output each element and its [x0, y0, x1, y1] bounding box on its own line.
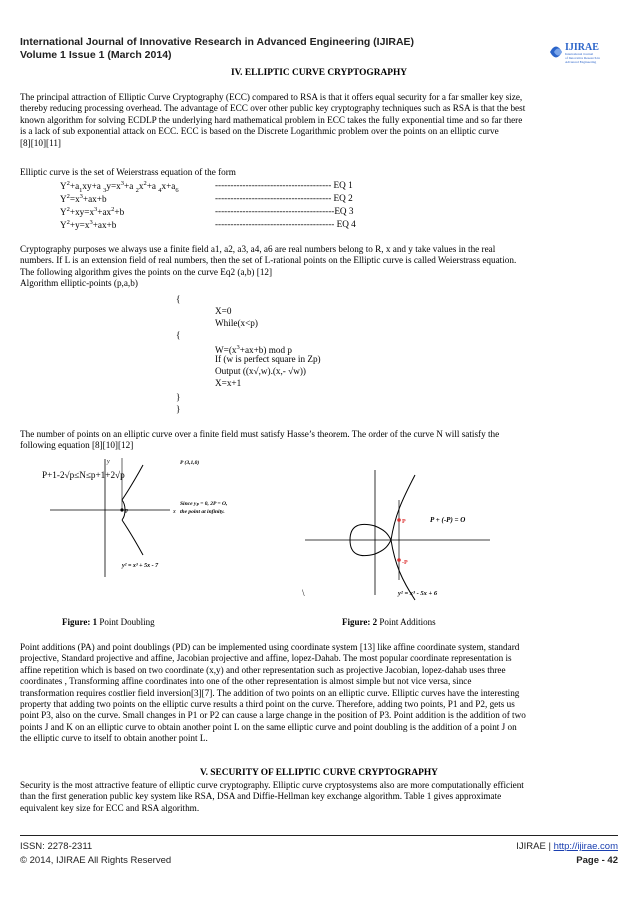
- footer-site: [516, 841, 618, 852]
- text-line: property that adding two points on the elliptic curve results a third point on the curve. Therefore, adding two points, P1 and P2, gets us: [20, 699, 515, 710]
- algorithm-brace-open-1: {: [176, 294, 181, 304]
- figure-1-caption-text: Point Doubling: [99, 617, 155, 627]
- text-line: than the first generation public key system like RSA, DSA and Diffie-Hellman key exchange algorithm. Table 1 gives approximate: [20, 791, 502, 802]
- logo-sub-3: Advanced Engineering: [565, 60, 597, 64]
- figure-2-point-additions: [300, 470, 620, 610]
- footer-site-prefix: IJIRAE |: [516, 841, 554, 852]
- text-line: thereby reducing processing overhead. The advantage of ECC over other public key cryptography techniques such as RSA is that the best: [20, 103, 526, 114]
- figure-1-point-doubling: [40, 455, 280, 585]
- text-line: Cryptography purposes we always use a finite field a1, a2, a3, a4, a6 are real numbers belong to R, x and y take values in the real: [20, 244, 496, 254]
- figure-1-label: Figure: 1: [62, 617, 98, 627]
- footer-page-number: Page - 42: [576, 855, 618, 866]
- figure-1-caption: [62, 617, 155, 627]
- algorithm-while: While(x<p): [215, 318, 258, 328]
- text-line: following equation [8][10][12]: [20, 440, 134, 451]
- text-line: points J and K on an elliptic curve to obtain another point L on the same elliptic curve and point doubling is the addition of a point J on: [20, 721, 517, 732]
- algorithm-increment: X=x+1: [215, 378, 242, 388]
- infinity-note-1: [180, 501, 227, 507]
- algorithm-brace-close-2: }: [176, 404, 181, 414]
- algorithm-output: Output ((x√,w).(x,- √w)): [215, 366, 306, 376]
- text-line: numbers. If L is an extension field of real numbers, then the set of L-rational points on the Elliptic curve is called Weierstrass equation.: [20, 255, 517, 266]
- point-neg-p-marker: [397, 558, 401, 562]
- section-4-paragraph-3: [20, 244, 618, 290]
- curve-2-equation: y² = x³ - 5x + 6: [398, 590, 438, 597]
- equation-3-dashes: ---------------------------------------EQ 3: [215, 206, 354, 216]
- section-4-paragraph-4: [20, 429, 618, 452]
- algorithm-brace-open-2: {: [176, 330, 181, 340]
- text-line: is a lack of sub exponential attack on ECC. ECC is based on the Discrete Logarithmic problem over the points on an elliptic curve: [20, 126, 499, 137]
- addition-equation: P + (-P) = O: [430, 516, 466, 524]
- point-p-marker: [397, 518, 401, 522]
- text-line: the elliptic curve to itself to obtain another point L.: [20, 733, 208, 744]
- equation-3: $Y^2+xy=x^3+ax^2+b$: [60, 206, 125, 218]
- logo-sub-1: International Journal: [565, 52, 594, 56]
- section-5-title: V. SECURITY OF ELLIPTIC CURVE CRYPTOGRAPHY: [200, 768, 438, 778]
- point-coordinates: P (3,1,0): [180, 460, 200, 466]
- algorithm-if: If (w is perfect square in Zp): [215, 354, 321, 364]
- point-p-label: P: [402, 519, 406, 525]
- equation-4: $Y^2+y=x^3+ax+b$: [60, 219, 117, 231]
- point-p-marker: [120, 508, 123, 511]
- curve-2-branch: [391, 475, 415, 600]
- note-subscript: P: [196, 502, 199, 507]
- footer-issn: ISSN: 2278-2311: [20, 841, 93, 852]
- journal-header: [20, 36, 414, 62]
- logo-sub-2: of Innovative Research in: [565, 56, 600, 60]
- point-neg-p-label: -P: [402, 560, 408, 566]
- point-p-label: P: [125, 509, 129, 515]
- text-line: known algorithm for solving ECDLP the underlying hard mathematical problem in ECC takes the fully exponential time and so far there: [20, 114, 523, 125]
- figure-2-caption: [342, 617, 436, 627]
- stray-mark: \: [302, 588, 305, 598]
- equation-4-dashes: --------------------------------------- EQ 4: [215, 219, 356, 229]
- footer-divider: [20, 835, 618, 836]
- text-line: point P3, also on the curve. Small changes in P1 or P2 can cause a large change in the position of P3. Point addition is the addition of two: [20, 710, 526, 721]
- text-line: The following algorithm gives the points on the curve Eq2 (a,b) [12]: [20, 266, 273, 277]
- algorithm-w-suffix: +ax+b) mod p: [239, 345, 292, 356]
- text-line: Algorithm elliptic-points (p,a,b): [20, 278, 138, 289]
- y-axis-label: y: [107, 459, 110, 465]
- text-line: The principal attraction of Elliptic Curve Cryptography (ECC) compared to RSA is that it offers equal security for a far smaller key size,: [20, 92, 523, 102]
- figure-2-label: Figure: 2: [342, 617, 378, 627]
- section-4-paragraph-1: [20, 92, 618, 149]
- infinity-note-2: the point at infinity.: [180, 509, 225, 515]
- text-line: affine repetition which is based on two coordinate (x,y) and other representation such as projective Jacobian, lopez-dahab uses three: [20, 664, 506, 675]
- algorithm-w-prefix: W=(x: [215, 345, 237, 356]
- section-4-paragraph-2: Elliptic curve is the set of Weierstrass equation of the form: [20, 167, 236, 177]
- text-line: projective, Standard projective and affine, Jacobian projective and affine, lopez-Dahab. The most popular coordinate representation is: [20, 653, 512, 664]
- equation-1: $Y^2+a_1xy+a$ $_3y=x^3+a$ $_2x^2+a$ $_4x+a_6$: [60, 180, 179, 194]
- text-line: equivalent key size for ECC and RSA algorithm.: [20, 802, 200, 813]
- ijirae-logo: [548, 39, 620, 65]
- equation-2: $Y^2=x^3+ax+b$: [60, 193, 107, 205]
- algorithm-init: X=0: [215, 306, 232, 316]
- algorithm-w-exp: 3: [236, 344, 240, 351]
- note-part-1: Since y: [180, 501, 197, 507]
- text-line: The number of points on an elliptic curve over a finite field must satisfy Hasse’s theorem. The order of the curve N will satisfy the: [20, 429, 500, 439]
- text-line: [8][10][11]: [20, 137, 61, 148]
- paragraph-5: [20, 642, 618, 745]
- figure-2-caption-text: Point Additions: [379, 617, 436, 627]
- text-line: Security is the most attractive feature of elliptic curve cryptography. Elliptic curve cryptosystems also are more computationally efficient: [20, 780, 524, 790]
- text-line: coordinates , Transforming affine coordinates into one of the other representation is almost simple but not vice versa, since: [20, 676, 472, 687]
- text-line: Point additions (PA) and point doublings (PD) can be implemented using coordinate system [13] like affine coordinate system, standard: [20, 642, 520, 652]
- note-part-2: = 0, 2P = O,: [198, 501, 228, 507]
- logo-mark-icon: [550, 47, 562, 58]
- x-axis-label: x: [173, 509, 176, 515]
- footer-site-link[interactable]: http://ijirae.com: [553, 841, 618, 852]
- footer-copyright: © 2014, IJIRAE All Rights Reserved: [20, 855, 172, 866]
- algorithm-brace-close-1: }: [176, 392, 181, 402]
- curve-1-equation: y² = x³ + 5x - 7: [122, 563, 159, 569]
- section-5-paragraph: [20, 780, 618, 814]
- equation-2-dashes: -------------------------------------- EQ 2: [215, 193, 353, 203]
- logo-text: IJIRAE: [565, 42, 599, 53]
- journal-title: International Journal of Innovative Research in Advanced Engineering (IJIRAE): [20, 36, 415, 48]
- equation-1-dashes: -------------------------------------- EQ 1: [215, 180, 353, 190]
- journal-issue: Volume 1 Issue 1 (March 2014): [20, 49, 172, 61]
- hasse-inequality: P+1-2√p≤N≤p+1+2√p: [42, 470, 125, 480]
- section-4-title: IV. ELLIPTIC CURVE CRYPTOGRAPHY: [230, 68, 408, 78]
- text-line: transformation requires costlier field inversion[3][7]. The addition of two points on an elliptic curve. Elliptic curves have the interesting: [20, 687, 520, 698]
